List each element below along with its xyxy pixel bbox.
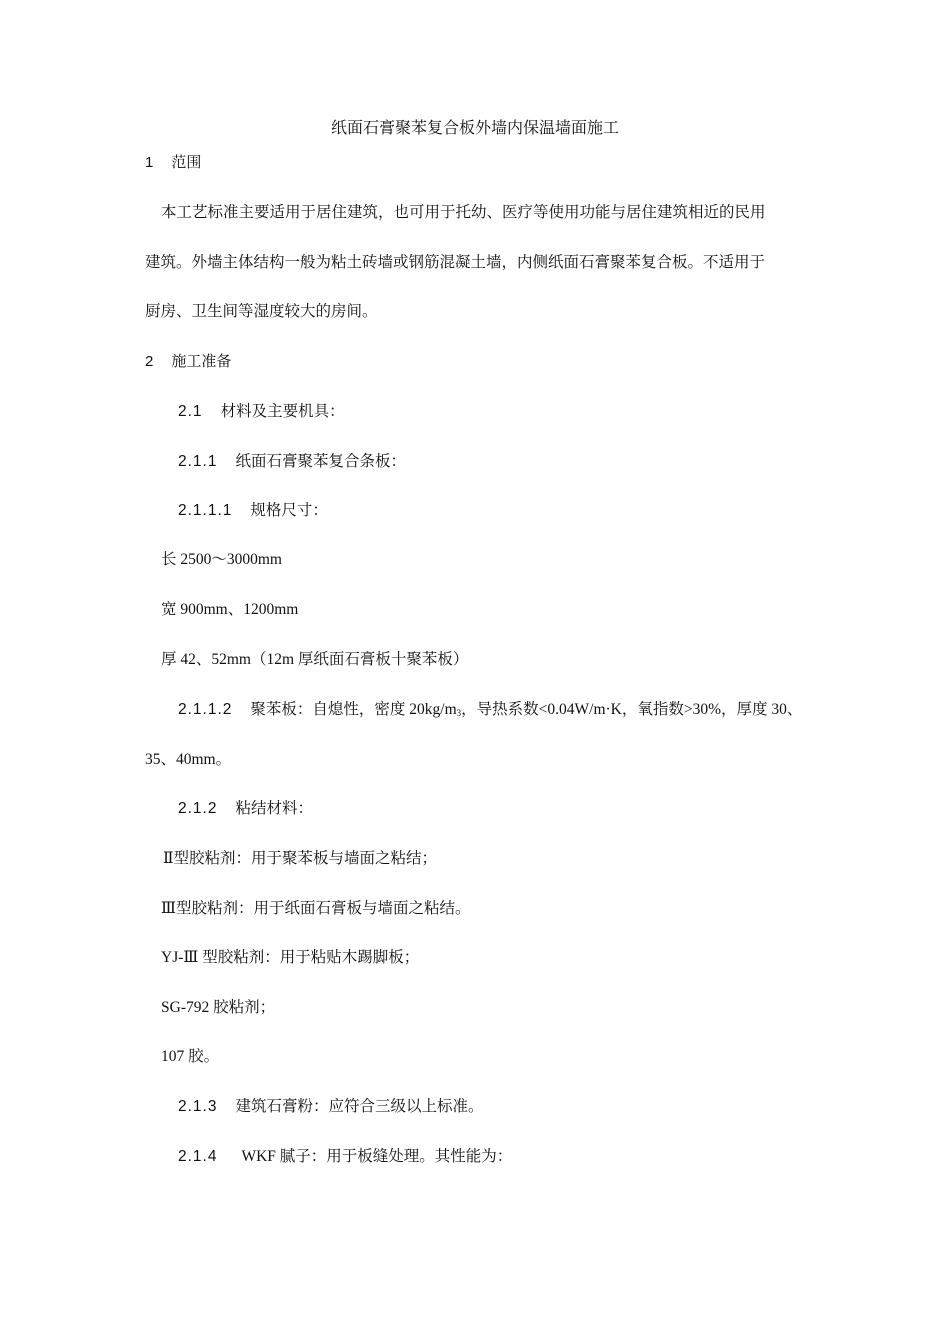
item-text: 粘结材料： [235, 800, 313, 817]
adhesive-sg-792: SG-792 胶粘剂； [161, 999, 276, 1016]
item-number: 2.1.1.2 [178, 701, 233, 718]
spec-width: 宽 900mm、1200mm [161, 601, 299, 618]
subsection-2-1-1 [178, 452, 406, 472]
item-subscript: 3 [456, 708, 462, 718]
subsection-2-1-3 [178, 1097, 484, 1117]
spec-length: 长 2500～3000mm [161, 551, 282, 568]
item-text: WKF 腻子：用于板缝处理。其性能为： [241, 1148, 513, 1165]
item-text: 纸面石膏聚苯复合条板： [235, 453, 406, 470]
item-number: 2.1.3 [178, 1098, 218, 1115]
section-1-heading [145, 153, 201, 173]
adhesive-type-2: Ⅱ型胶粘剂：用于聚苯板与墙面之粘结； [163, 850, 438, 867]
paragraph-line: 本工艺标准主要适用于居住建筑，也可用于托幼、医疗等使用功能与居住建筑相近的民用 [161, 204, 766, 221]
subsection-2-1 [178, 402, 345, 422]
subsection-2-1-1-1 [178, 501, 328, 521]
paragraph-line: 建筑。外墙主体结构一般为粘土砖墙或钢筋混凝土墙，内侧纸面石膏聚苯复合板。不适用于 [145, 254, 766, 271]
item-text: 建筑石膏粉：应符合三级以上标准。 [235, 1098, 484, 1115]
subsection-2-1-1-2 [178, 700, 802, 723]
adhesive-yj-3: YJ-Ⅲ 型胶粘剂：用于粘贴木踢脚板； [161, 949, 420, 966]
document-title: 纸面石膏聚苯复合板外墙内保温墙面施工 [330, 120, 619, 137]
adhesive-107: 107 胶。 [161, 1048, 220, 1065]
section-number: 2 [145, 353, 154, 370]
item-number: 2.1.4 [178, 1148, 218, 1165]
subsection-2-1-2 [178, 799, 313, 819]
item-number: 2.1.2 [178, 800, 218, 817]
item-text: 规格尺寸： [250, 502, 328, 519]
item-number: 2.1.1 [178, 453, 218, 470]
item-text: 材料及主要机具： [220, 403, 345, 420]
spec-thickness: 厚 42、52mm（12m 厚纸面石膏板十聚苯板） [161, 651, 469, 668]
adhesive-type-3: Ⅲ型胶粘剂：用于纸面石膏板与墙面之粘结。 [161, 900, 471, 917]
section-title: 施工准备 [171, 353, 232, 370]
section-2-heading [145, 352, 231, 372]
section-title: 范围 [171, 154, 202, 171]
paragraph-line: 厨房、卫生间等湿度较大的房间。 [145, 303, 378, 320]
item-text-cont: ，导热系数<0.04W/m·K，氧指数>30%，厚度 30、 [461, 701, 803, 718]
section-number: 1 [145, 154, 154, 171]
item-number: 2.1 [178, 403, 203, 420]
item-number: 2.1.1.1 [178, 502, 233, 519]
subsection-2-1-4 [178, 1147, 512, 1167]
subsection-2-1-1-2-continuation: 35、40mm。 [145, 751, 232, 768]
item-text: 聚苯板：自熄性，密度 20kg/m [250, 701, 457, 718]
